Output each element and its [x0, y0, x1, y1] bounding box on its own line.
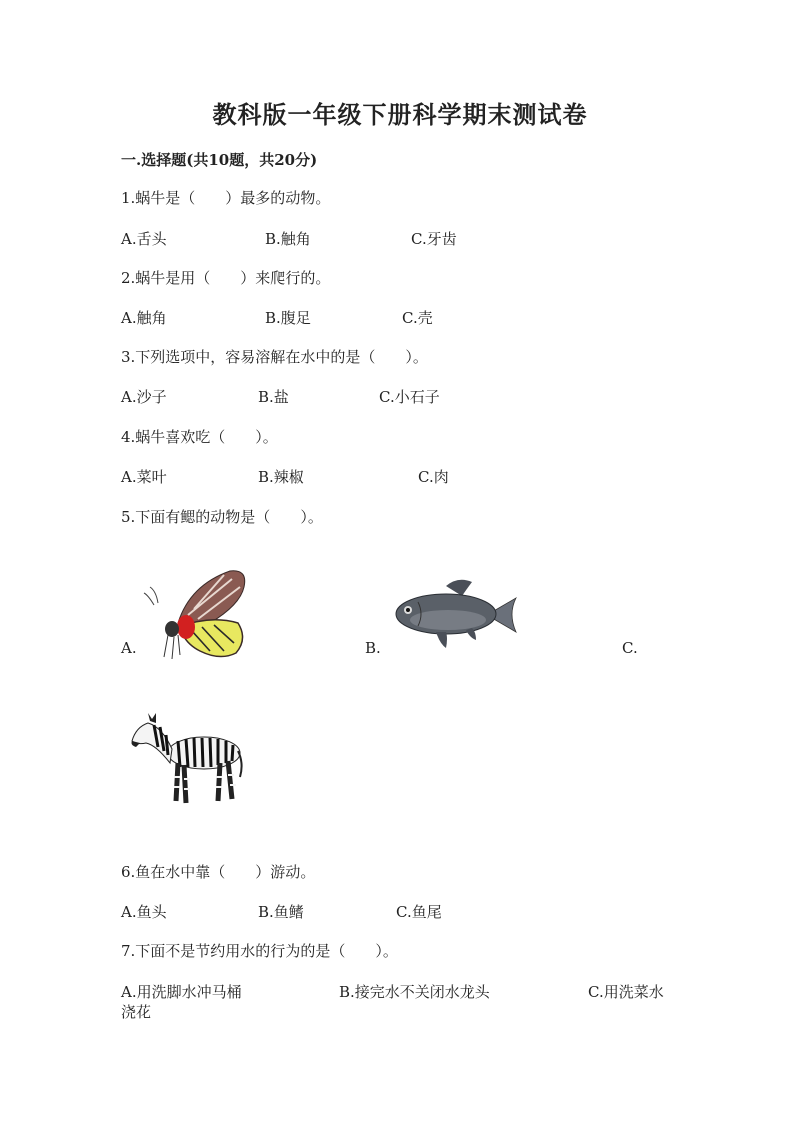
q7-option-b[interactable]: B.接完水不关闭水龙头: [339, 983, 490, 1001]
q1-option-b[interactable]: B.触角: [265, 230, 311, 248]
page-title: 教科版一年级下册科学期末测试卷: [212, 100, 588, 129]
q7-option-c-continued: 浇花: [121, 1003, 152, 1021]
q2-option-b[interactable]: B.腹足: [265, 309, 311, 327]
q5-option-b[interactable]: B.: [365, 639, 381, 657]
question-5: 5.下面有鳃的动物是（ ）。: [121, 508, 323, 526]
q7-option-a[interactable]: A.用洗脚水冲马桶: [121, 983, 242, 1001]
section-heading: 一.选择题(共10题，共20分): [121, 151, 318, 169]
q6-option-c[interactable]: C.鱼尾: [396, 903, 442, 921]
butterfly-image: [140, 565, 255, 665]
q1-option-c[interactable]: C.牙齿: [411, 230, 457, 248]
question-1: 1.蜗牛是（ ）最多的动物。: [121, 189, 331, 207]
q2-option-a[interactable]: A.触角: [121, 309, 167, 327]
q6-option-b[interactable]: B.鱼鳍: [258, 903, 304, 921]
q5-option-a[interactable]: A.: [121, 639, 137, 657]
q4-option-b[interactable]: B.辣椒: [258, 468, 304, 486]
question-2: 2.蜗牛是用（ ）来爬行的。: [121, 269, 331, 287]
fish-image: [388, 572, 520, 658]
question-7: 7.下面不是节约用水的行为的是（ ）。: [121, 942, 398, 960]
q1-option-a[interactable]: A.舌头: [121, 230, 167, 248]
q2-option-c[interactable]: C.壳: [402, 309, 433, 327]
zebra-image: [128, 705, 246, 809]
question-4: 4.蜗牛喜欢吃（ ）。: [121, 428, 278, 446]
q4-option-a[interactable]: A.菜叶: [121, 468, 167, 486]
q3-option-b[interactable]: B.盐: [258, 388, 289, 406]
q6-option-a[interactable]: A.鱼头: [121, 903, 167, 921]
question-6: 6.鱼在水中靠（ ）游动。: [121, 863, 316, 881]
q3-option-a[interactable]: A.沙子: [121, 388, 167, 406]
q7-option-c[interactable]: C.用洗菜水: [588, 983, 664, 1001]
q5-option-c[interactable]: C.: [622, 639, 638, 657]
question-3: 3.下列选项中，容易溶解在水中的是（ ）。: [121, 348, 428, 366]
q3-option-c[interactable]: C.小石子: [379, 388, 440, 406]
q4-option-c[interactable]: C.肉: [418, 468, 449, 486]
